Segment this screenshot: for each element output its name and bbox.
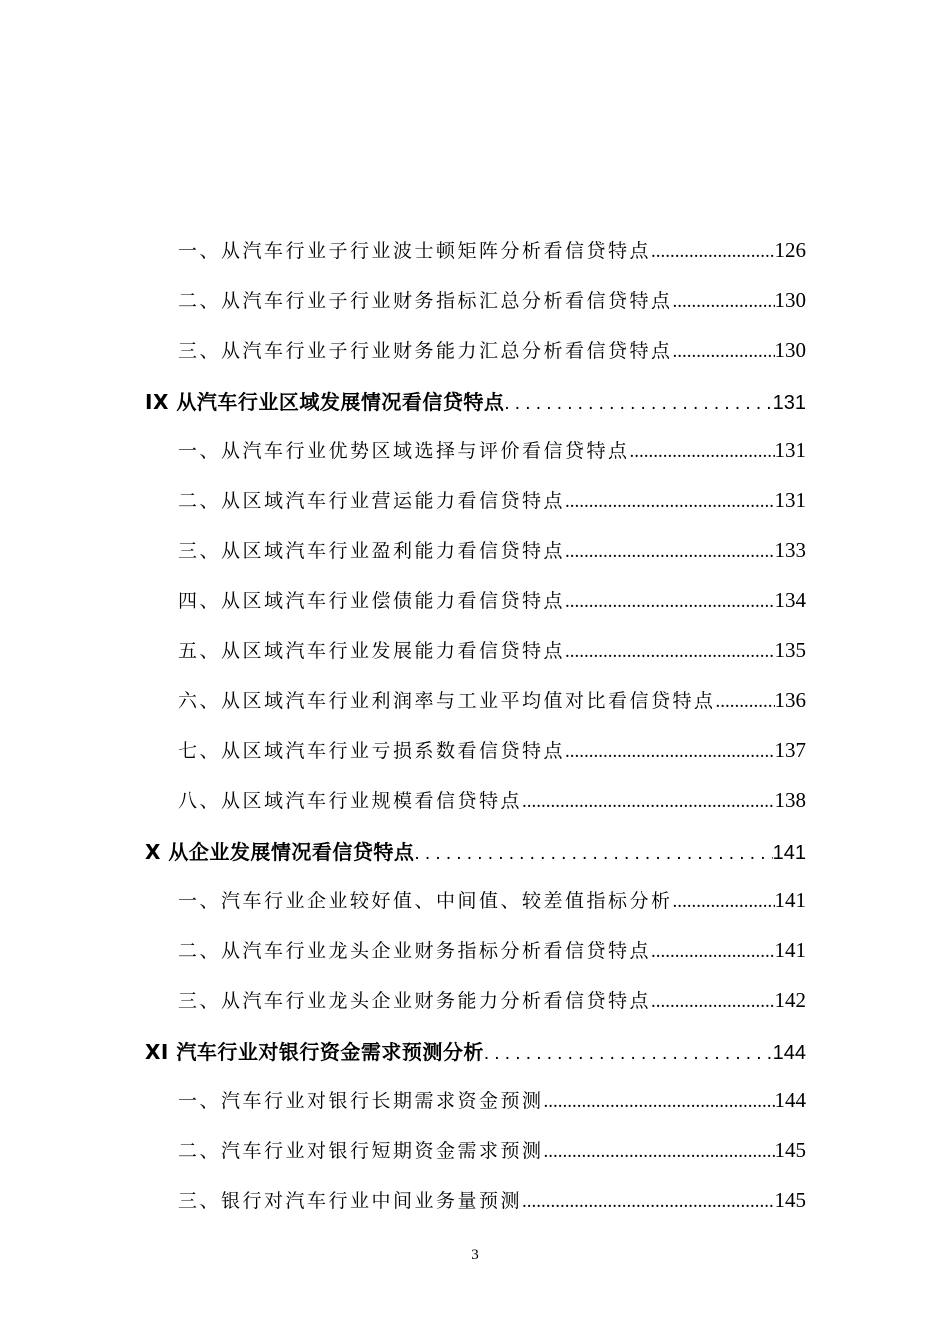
toc-entry[interactable] — [178, 336, 806, 363]
toc-entry-title: 八、从区域汽车行业规模看信贷特点 — [178, 790, 523, 812]
toc-entry[interactable] — [178, 436, 806, 463]
toc-entry-title: 七、从区域汽车行业亏损系数看信贷特点 — [178, 740, 566, 762]
toc-entry[interactable] — [178, 1086, 806, 1113]
toc-entry-title: 二、从区域汽车行业营运能力看信贷特点 — [178, 490, 566, 512]
toc-entry-title: 三、从区域汽车行业盈利能力看信贷特点 — [178, 540, 566, 562]
toc-entry-title: 一、汽车行业对银行长期需求资金预测 — [178, 1090, 544, 1112]
toc-entry-page: 131 — [774, 488, 806, 512]
toc-leader-dots — [504, 393, 772, 415]
toc-section-entry[interactable] — [145, 386, 806, 415]
toc-entry[interactable] — [178, 736, 806, 763]
toc-leader-dots — [484, 1043, 773, 1065]
toc-entry-title: 二、从汽车行业龙头企业财务指标分析看信贷特点 — [178, 940, 652, 962]
toc-entry-page: 144 — [774, 1088, 806, 1112]
toc-entry-title: 六、从区域汽车行业利润率与工业平均值对比看信贷特点 — [178, 690, 716, 712]
toc-entry-page: 145 — [774, 1188, 806, 1212]
toc-leader-dots — [630, 441, 775, 463]
toc-entry[interactable] — [178, 786, 806, 813]
toc-section-entry[interactable] — [145, 1036, 806, 1065]
toc-entry[interactable] — [178, 936, 806, 963]
toc-entry[interactable] — [178, 686, 806, 713]
toc-entry-page: 141 — [774, 888, 806, 912]
toc-leader-dots — [565, 541, 774, 563]
toc-entry[interactable] — [178, 586, 806, 613]
toc-entry-page: 133 — [774, 538, 806, 562]
toc-entry[interactable] — [178, 1136, 806, 1163]
toc-entry-page: 130 — [774, 338, 806, 362]
toc-entry[interactable] — [178, 886, 806, 913]
toc-entry-title: 三、从汽车行业子行业财务能力汇总分析看信贷特点 — [178, 340, 673, 362]
toc-leader-dots — [522, 791, 774, 813]
toc-leader-dots — [565, 491, 774, 513]
toc-section-title: IX 从汽车行业区域发展情况看信贷特点 — [145, 390, 505, 414]
toc-entry-page: 141 — [774, 938, 806, 962]
toc-leader-dots — [651, 941, 774, 963]
toc-entry-page: 135 — [774, 638, 806, 662]
toc-entry-page: 136 — [774, 688, 806, 712]
toc-entry-page: 145 — [774, 1138, 806, 1162]
toc-entry-page: 137 — [774, 738, 806, 762]
toc-leader-dots — [544, 1091, 775, 1113]
toc-entry[interactable] — [178, 236, 806, 263]
toc-entry[interactable] — [178, 636, 806, 663]
toc-entry-title: 五、从区域汽车行业发展能力看信贷特点 — [178, 640, 566, 662]
toc-entry[interactable] — [178, 536, 806, 563]
toc-entry[interactable] — [178, 486, 806, 513]
toc-entry-page: 134 — [774, 588, 806, 612]
toc-leader-dots — [565, 641, 774, 663]
toc-entry-title: 二、从汽车行业子行业财务指标汇总分析看信贷特点 — [178, 290, 673, 312]
toc-entry[interactable] — [178, 286, 806, 313]
toc-entry[interactable] — [178, 1186, 806, 1213]
toc-leader-dots — [565, 741, 774, 763]
toc-entry-title: 一、从汽车行业优势区域选择与评价看信贷特点 — [178, 440, 630, 462]
toc-leader-dots — [544, 1141, 775, 1163]
toc-entry-title: 四、从区域汽车行业偿债能力看信贷特点 — [178, 590, 566, 612]
toc-entry-page: 138 — [774, 788, 806, 812]
toc-leader-dots — [651, 991, 774, 1013]
toc-leader-dots — [414, 843, 772, 865]
toc-section-title: XI 汽车行业对银行资金需求预测分析 — [145, 1040, 484, 1064]
toc-entry-page: 142 — [774, 988, 806, 1012]
toc-leader-dots — [673, 291, 775, 313]
toc-entry-title: 三、从汽车行业龙头企业财务能力分析看信贷特点 — [178, 990, 652, 1012]
toc-leader-dots — [673, 341, 775, 363]
toc-entry-title: 一、汽车行业企业较好值、中间值、较差值指标分析 — [178, 890, 673, 912]
toc-leader-dots — [716, 691, 775, 713]
toc-section-entry[interactable] — [145, 836, 806, 865]
toc-leader-dots — [651, 241, 774, 263]
toc-entry-page: 144 — [772, 1042, 806, 1064]
toc-section-title: X 从企业发展情况看信贷特点 — [145, 840, 415, 864]
toc-leader-dots — [522, 1191, 774, 1213]
toc-entry-page: 141 — [772, 842, 806, 864]
toc-entry-page: 126 — [774, 238, 806, 262]
toc-entry-page: 131 — [774, 438, 806, 462]
page-number: 3 — [471, 1247, 479, 1263]
toc-entry-title: 二、汽车行业对银行短期资金需求预测 — [178, 1140, 544, 1162]
toc-entry-title: 一、从汽车行业子行业波士顿矩阵分析看信贷特点 — [178, 240, 652, 262]
toc-leader-dots — [565, 591, 774, 613]
toc-entry[interactable] — [178, 986, 806, 1013]
toc-leader-dots — [673, 891, 775, 913]
toc-entry-page: 130 — [774, 288, 806, 312]
toc-entry-title: 三、银行对汽车行业中间业务量预测 — [178, 1190, 523, 1212]
toc-entry-page: 131 — [772, 392, 806, 414]
